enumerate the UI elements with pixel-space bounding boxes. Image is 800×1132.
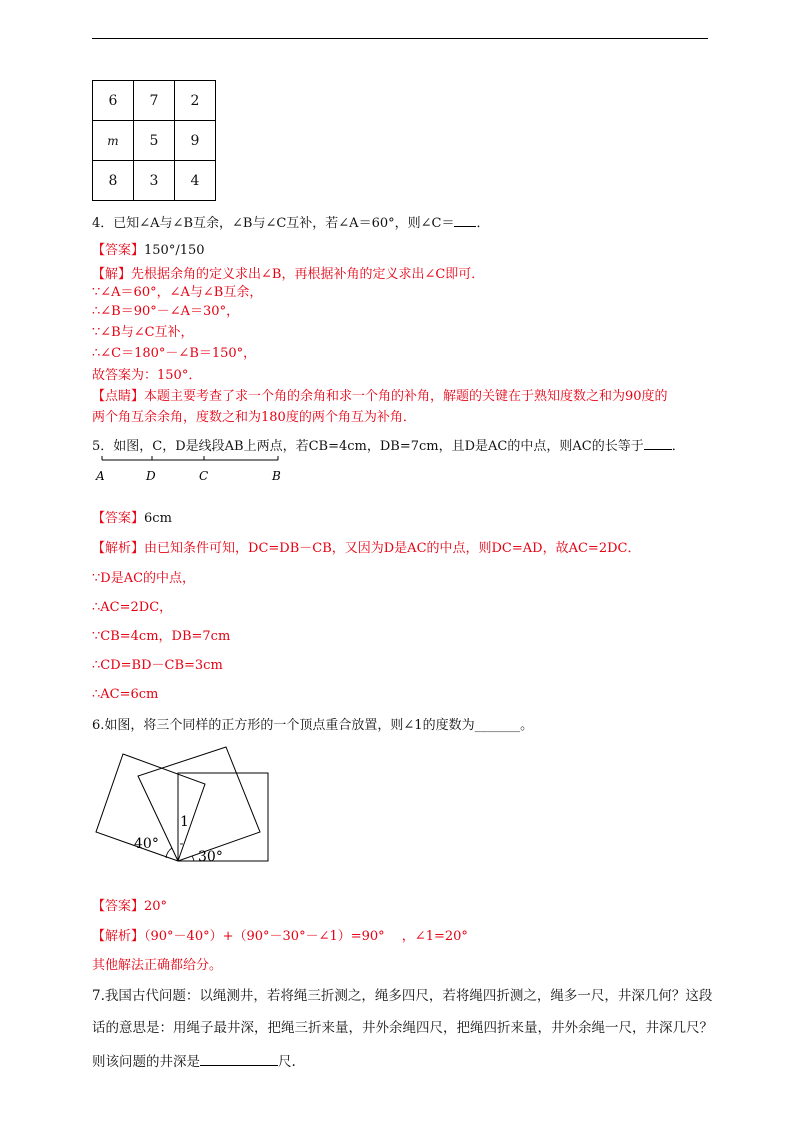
header-rule: [92, 38, 708, 39]
q5-step-5: ∴AC=6cm: [92, 687, 159, 702]
grid-cell: m: [93, 121, 134, 161]
answer-blank: [454, 214, 476, 227]
q7-line-3: 则该问题的井深是 尺.: [92, 1051, 296, 1071]
q4-question: 4．已知∠A与∠B互余，∠B与∠C互补，若∠A＝60°，则∠C＝ ．: [92, 216, 490, 231]
q4-jie: 【解】先根据余角的定义求出∠B，再根据补角的定义求出∠C即可．: [92, 267, 485, 282]
q7-line-1: 7.我国古代问题：以绳测井，若将绳三折测之，绳多四尺，若将绳四折测之，绳多一尺，井深几何？这段: [92, 988, 713, 1004]
segment-diagram: [92, 456, 292, 488]
q5-step-4: ∴CD=BD－CB=3cm: [92, 658, 223, 673]
grid-cell: 5: [134, 121, 175, 161]
q5-question: 5．如图，C，D是线段AB上两点，若CB=4cm，DB=7cm，且D是AC的中点，则AC的长等于 ．: [92, 439, 685, 454]
q6-jiexi: 【解析】（90°－40°）+（90°－30°－∠1）=90° ，∠1=20°: [92, 929, 468, 944]
answer-blank: [200, 1051, 278, 1066]
q5-answer: 【答案】6cm: [92, 511, 172, 526]
q4-step-2: ∴∠B＝90°－∠A＝30°，: [92, 304, 240, 319]
q4-dianjing-2: 两个角互余余角，度数之和为180度的两个角互为补角．: [92, 410, 416, 425]
answer-blank: [644, 437, 672, 450]
point-label-d: D: [146, 469, 156, 483]
q5-jiexi: 【解析】由已知条件可知，DC=DB－CB，又因为D是AC的中点，则DC=AD，故AC=2DC．: [92, 541, 641, 556]
grid-cell: 4: [175, 161, 216, 201]
grid-cell: 8: [93, 161, 134, 201]
point-label-a: A: [96, 469, 105, 483]
q7-line-2: 话的意思是：用绳子最井深，把绳三折来量，井外余绳四尺，把绳四折来量，井外余绳一尺，井深几尺？: [92, 1020, 713, 1036]
angle-1-label: 1: [180, 814, 189, 830]
point-label-c: C: [199, 469, 209, 483]
q4-step-5: 故答案为：150°．: [92, 368, 202, 383]
q4-step-1: ∵∠A＝60°，∠A与∠B互余，: [92, 285, 263, 300]
grid-cell: 9: [175, 121, 216, 161]
grid-cell: 3: [134, 161, 175, 201]
grid-cell: 7: [134, 81, 175, 121]
grid-cell: 6: [93, 81, 134, 121]
q5-step-1: ∵D是AC的中点，: [92, 571, 196, 586]
angle-30-label: 30°: [198, 849, 223, 865]
q4-answer: 【答案】150°/150: [92, 243, 205, 258]
angle-40-label: 40°: [134, 836, 159, 852]
q4-step-3: ∵∠B与∠C互补，: [92, 325, 194, 340]
q6-note: 其他解法正确都给分。: [92, 958, 223, 973]
q4-step-4: ∴∠C＝180°－∠B＝150°，: [92, 346, 257, 361]
q4-dianjing-1: 【点睛】本题主要考查了求一个角的余角和求一个角的补角，解题的关键在于熟知度数之和为90度的: [92, 389, 668, 404]
magic-square-grid: [92, 80, 216, 201]
three-squares-figure: [92, 740, 282, 868]
point-label-b: B: [272, 469, 281, 483]
q5-step-3: ∵CB=4cm，DB=7cm: [92, 629, 231, 644]
q5-step-2: ∴AC=2DC，: [92, 600, 173, 615]
q6-answer: 【答案】20°: [92, 899, 168, 914]
q6-question: 6.如图，将三个同样的正方形的一个顶点重合放置，则∠1的度数为_______。: [92, 718, 534, 733]
grid-cell: 2: [175, 81, 216, 121]
